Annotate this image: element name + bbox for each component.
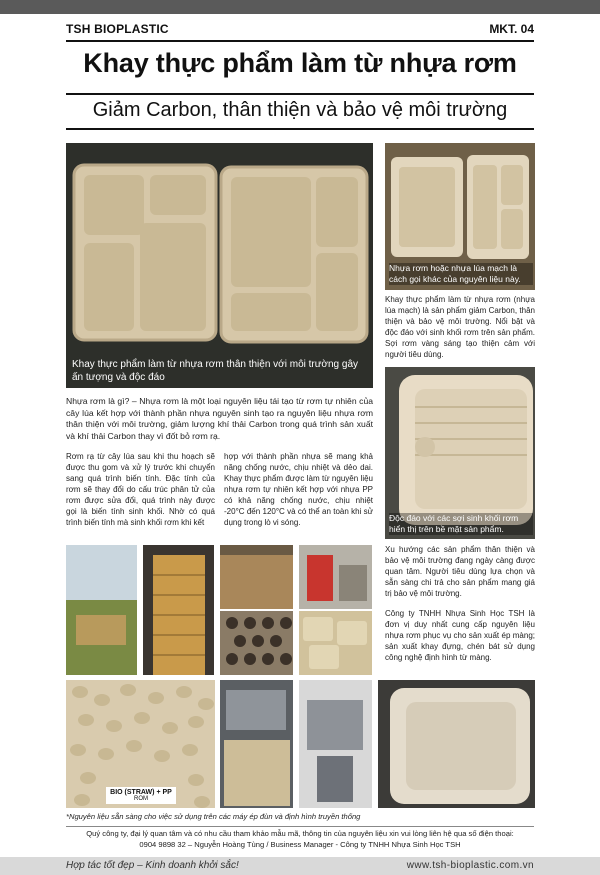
side-paragraph: Khay thực phẩm làm từ nhựa rơm (nhựa lúa mạch) là sản phẩm giảm Carbon, thân thiện và bảo vệ môi trường. Nổi bật và độc đáo với sinh khối rơm trên sản phẩm. Sợi rơm vàng sáng tạo thiện cảm với người tiêu dùng. (385, 295, 535, 359)
contact-line: Quý công ty, đại lý quan tâm và có nhu cầu tham khảo mẫu mã, thông tin của nguyên liệu xin vui lòng liên hệ qua số điện thoại: (86, 829, 514, 838)
footnote: *Nguyên liệu sẵn sàng cho việc sử dụng trên các máy ép đùn và định hình truyền thống (66, 812, 361, 821)
photo-tray-closeup (378, 680, 535, 808)
photo-factory-machine (299, 545, 372, 609)
body-column-1: Rơm rạ từ cây lúa sau khi thu hoạch sẽ được thu gom và xử lý trước khi chuyển sang quá trình biến tính. Đặc tính của rơm sẽ thay đổi do cấu trúc phân tử của rơm được sửa đổi, quá trình này được gọi là biến tính sinh khối. Nhờ có quá trình biến tính mà sinh khối rơm khi kết (66, 452, 215, 527)
pellet-label-sub: ROM (134, 796, 148, 802)
photo-straw-chips (220, 545, 293, 609)
divider (66, 128, 534, 130)
photo-forming-machine (299, 680, 372, 808)
photo-straw-field (66, 545, 137, 675)
body-column-2: hợp với thành phần nhựa sẽ mang khả năng chống nước, chịu nhiệt và dẻo dai. Khay thực phẩm được làm từ nguyên liệu nhựa rơm tự nhiên kết hợp với nhựa PP có khả năng chống nước, chịu nhiệt -20°C đến 120°C và có thể an toàn khi sử dụng trong lò vi sóng. (224, 452, 373, 527)
side-photo-caption: Độc đáo với các sợi sinh khối rơm hiển thị trên bề mặt sản phẩm. (389, 513, 533, 535)
intro-paragraph: Nhựa rơm là gì? – Nhựa rơm là một loại nguyên liệu tái tạo từ rơm tự nhiên của cây lúa kết hợp với thành phần nhựa nguyên sinh tạo ra nguyên liệu nhựa rơm thân thiện với môi trường, giảm lượng khí thải Carbon trong quá trình sản xuất và khí thải Carbon thay vì đốt bỏ rơm rạ. (66, 396, 373, 441)
contact-phone: 0904 9898 32 – Nguyễn Hoàng Tùng / Business Manager - Công ty TNHH Nhựa Sinh Học TSH (139, 840, 461, 849)
tray-illustration (66, 143, 373, 388)
side-photo-trays (385, 143, 535, 290)
brand-name: TSH BIOPLASTIC (66, 22, 169, 36)
photo-pipes (220, 611, 293, 675)
divider (66, 93, 534, 95)
document-code: MKT. 04 (489, 22, 534, 36)
side-photo-caption: Nhựa rơm hoặc nhựa lúa mạch là cách gọi khác của nguyên liệu này. (389, 263, 533, 285)
photo-conveyor (143, 545, 214, 675)
slogan: Hợp tác tốt đẹp – Kinh doanh khởi sắc! (66, 860, 239, 871)
hero-caption: Khay thực phẩm làm từ nhựa rơm thân thiện với môi trường gây ấn tượng và độc đáo (72, 359, 359, 383)
pellet-label (106, 787, 176, 804)
page-subtitle: Giảm Carbon, thân thiện và bảo vệ môi trường (92, 99, 508, 121)
company-paragraph: Công ty TNHH Nhựa Sinh Học TSH là đơn vị duy nhất cung cấp nguyên liệu nhựa rơm phục vụ cho sản xuất ép màng; sản xuất khay đựng, chén bát sử dụng công nghệ định hình từ màng. (385, 609, 535, 662)
side-paragraph: Xu hướng các sản phẩm thân thiện và bảo vệ môi trường đang ngày càng được quan tâm. Người tiêu dùng lựa chọn và sẵn sàng chi trả cho sản phẩm mang giá trị bảo vệ môi trường. (385, 545, 535, 598)
side-photo-closeup (385, 367, 535, 539)
hero-photo (66, 143, 373, 388)
page-title: Khay thực phẩm làm từ nhựa rơm (83, 48, 517, 78)
top-bar (0, 0, 600, 14)
divider (66, 826, 534, 827)
photo-sheet-roll (220, 680, 293, 808)
website-link[interactable]: www.tsh-bioplastic.com.vn (406, 860, 534, 871)
pellet-label-main: BIO (STRAW) + PP (110, 789, 172, 796)
photo-bags (299, 611, 372, 675)
photo-pellets (66, 680, 215, 808)
divider (66, 40, 534, 42)
